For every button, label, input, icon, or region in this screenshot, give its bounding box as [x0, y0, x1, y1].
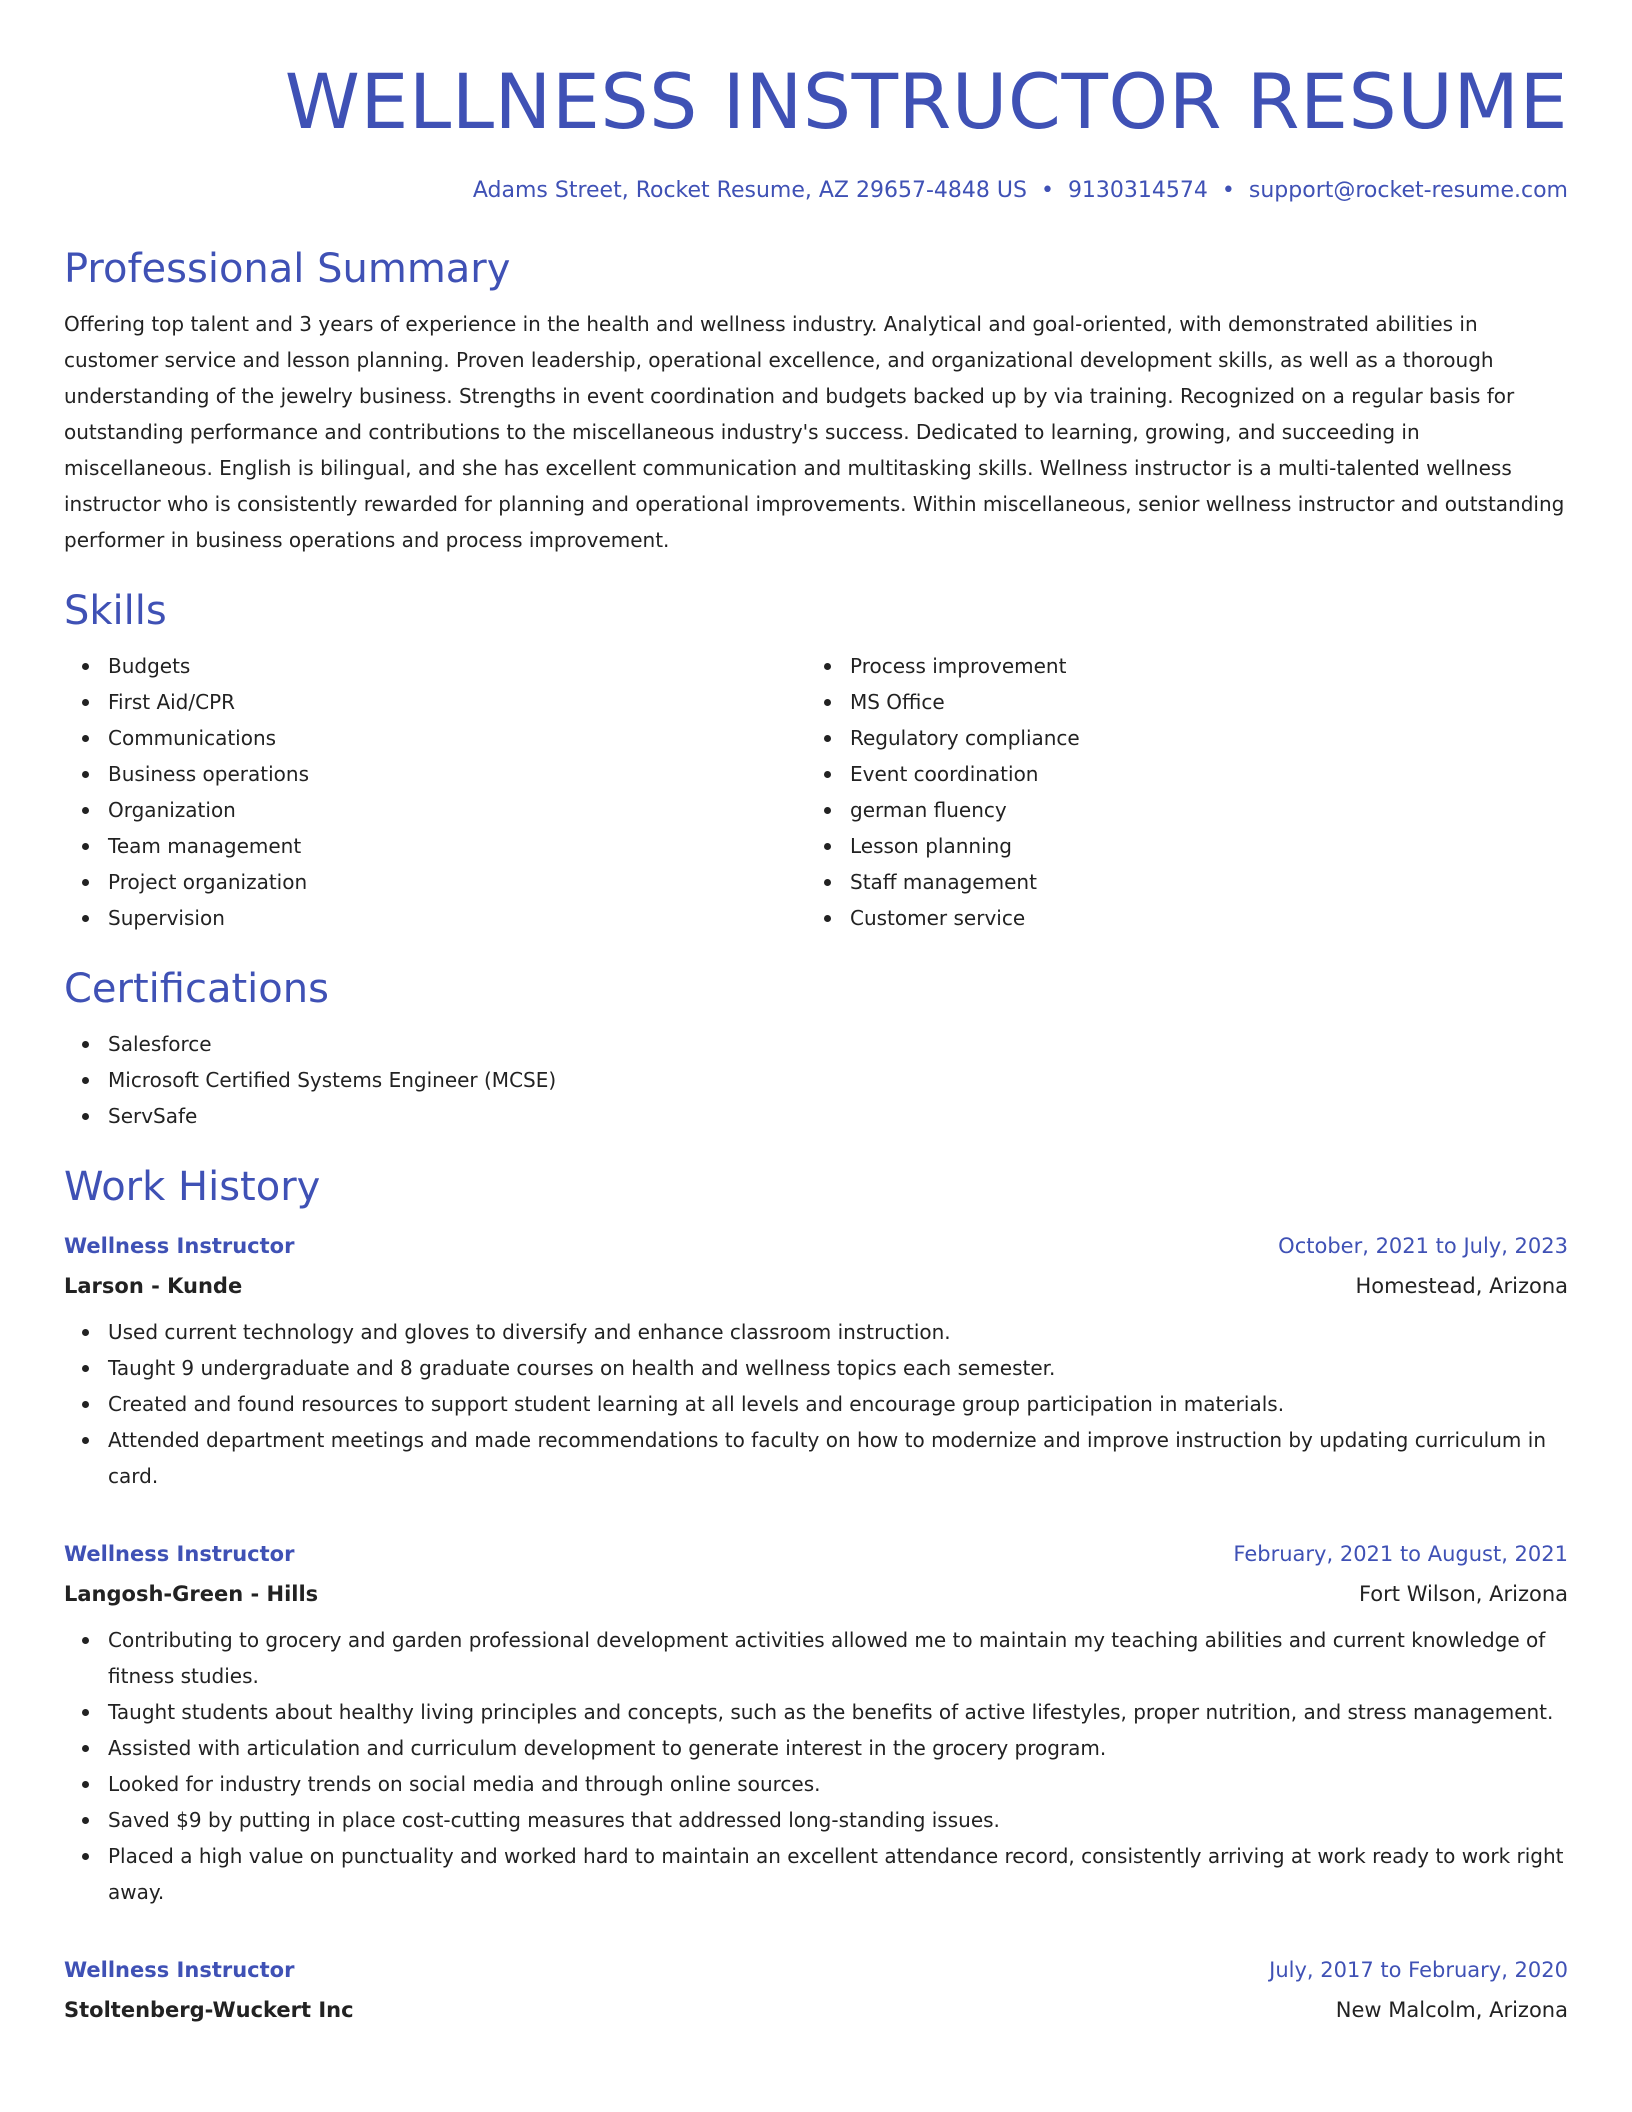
skill-item: MS Office	[850, 684, 1568, 720]
job-dates: February, 2021 to August, 2021	[1233, 1542, 1568, 1566]
skill-item: Budgets	[108, 648, 806, 684]
skill-item: Lesson planning	[850, 828, 1568, 864]
job-entry	[64, 1226, 1568, 1494]
skill-item: Staff management	[850, 864, 1568, 900]
job-duty: Saved $9 by putting in place cost-cutting measures that addressed long-standing issues.	[108, 1802, 1568, 1838]
skills-list-right	[806, 648, 1568, 936]
job-duty: Created and found resources to support student learning at all levels and encourage group participation in materials.	[108, 1386, 1568, 1422]
work-history-heading: Work History	[64, 1164, 321, 1210]
job-dates: October, 2021 to July, 2023	[1278, 1234, 1568, 1258]
job-company-row	[64, 1266, 1568, 1306]
job-duty: Attended department meetings and made recommendations to faculty on how to modernize and improve instruction by updating curriculum in card.	[108, 1422, 1568, 1494]
job-duty: Taught 9 undergraduate and 8 graduate courses on health and wellness topics each semester.	[108, 1350, 1568, 1386]
skill-item: Team management	[108, 828, 806, 864]
skill-item: Business operations	[108, 756, 806, 792]
skill-item: Regulatory compliance	[850, 720, 1568, 756]
job-duty: Used current technology and gloves to diversify and enhance classroom instruction.	[108, 1314, 1568, 1350]
skill-item: Process improvement	[850, 648, 1568, 684]
certification-item: Salesforce	[108, 1026, 1568, 1062]
summary-heading: Professional Summary	[64, 246, 511, 292]
job-company-row	[64, 1990, 1568, 2030]
contact-email: support@rocket-resume.com	[1248, 178, 1568, 203]
job-duty: Looked for industry trends on social media and through online sources.	[108, 1766, 1568, 1802]
job-duties-list	[64, 1622, 1568, 1910]
resume-title: WELLNESS INSTRUCTOR RESUME	[284, 57, 1568, 146]
skills-list-left	[64, 648, 806, 936]
contact-line	[64, 176, 1568, 206]
job-location: Fort Wilson, Arizona	[1358, 1582, 1568, 1606]
certification-item: Microsoft Certified Systems Engineer (MCSE)	[108, 1062, 1568, 1098]
job-entry	[64, 1534, 1568, 1910]
job-entry	[64, 1950, 1568, 2030]
skill-item: Organization	[108, 792, 806, 828]
job-location: Homestead, Arizona	[1355, 1274, 1568, 1298]
job-company: Stoltenberg-Wuckert Inc	[64, 1998, 354, 2022]
job-duty: Contributing to grocery and garden professional development activities allowed me to maintain my teaching abilities and current knowledge of fitness studies.	[108, 1622, 1568, 1694]
certifications-heading: Certifications	[64, 966, 329, 1012]
job-company: Larson - Kunde	[64, 1274, 243, 1298]
job-duty: Placed a high value on punctuality and worked hard to maintain an excellent attendance record, consistently arriving at work ready to work right away.	[108, 1838, 1568, 1910]
contact-phone: 9130314574	[1067, 178, 1208, 203]
job-duties-list	[64, 1314, 1568, 1494]
skill-item: First Aid/CPR	[108, 684, 806, 720]
job-location: New Malcolm, Arizona	[1335, 1998, 1568, 2022]
job-title: Wellness Instructor	[64, 1234, 295, 1258]
job-dates: July, 2017 to February, 2020	[1269, 1958, 1568, 1982]
job-title-row	[64, 1534, 1568, 1574]
skills-heading: Skills	[64, 588, 167, 634]
job-title-row	[64, 1226, 1568, 1266]
job-company-row	[64, 1574, 1568, 1614]
job-title: Wellness Instructor	[64, 1542, 295, 1566]
contact-separator: •	[1221, 178, 1235, 203]
job-duty: Assisted with articulation and curriculum development to generate interest in the grocery program.	[108, 1730, 1568, 1766]
contact-address: Adams Street, Rocket Resume, AZ 29657-4848 US	[472, 178, 1027, 203]
skill-item: Customer service	[850, 900, 1568, 936]
certifications-list	[64, 1026, 1568, 1134]
skill-item: Supervision	[108, 900, 806, 936]
skill-item: Communications	[108, 720, 806, 756]
skills-grid	[64, 648, 1568, 936]
contact-separator: •	[1040, 178, 1054, 203]
skill-item: Project organization	[108, 864, 806, 900]
job-title-row	[64, 1950, 1568, 1990]
skill-item: Event coordination	[850, 756, 1568, 792]
job-title: Wellness Instructor	[64, 1958, 295, 1982]
certification-item: ServSafe	[108, 1098, 1568, 1134]
summary-text: Offering top talent and 3 years of experience in the health and wellness industry. Analytical and goal-oriented, with demonstrated abilities in customer service and lesson planning. Proven leadership, operational excellence, and organizational development skills, as well as a thorough understanding of the jewelry business. Strengths in event coordination and budgets backed up by via training. Recognized on a regular basis for outstanding performance and contributions to the miscellaneous industry's success. Dedicated to learning, growing, and succeeding in miscellaneous. English is bilingual, and she has excellent communication and multitasking skills. Wellness instructor is a multi-talented wellness instructor who is consistently rewarded for planning and operational improvements. Within miscellaneous, senior wellness instructor and outstanding performer in business operations and process improvement.	[64, 312, 1565, 552]
skill-item: german fluency	[850, 792, 1568, 828]
job-duty: Taught students about healthy living principles and concepts, such as the benefits of active lifestyles, proper nutrition, and stress management.	[108, 1694, 1568, 1730]
job-company: Langosh-Green - Hills	[64, 1582, 319, 1606]
